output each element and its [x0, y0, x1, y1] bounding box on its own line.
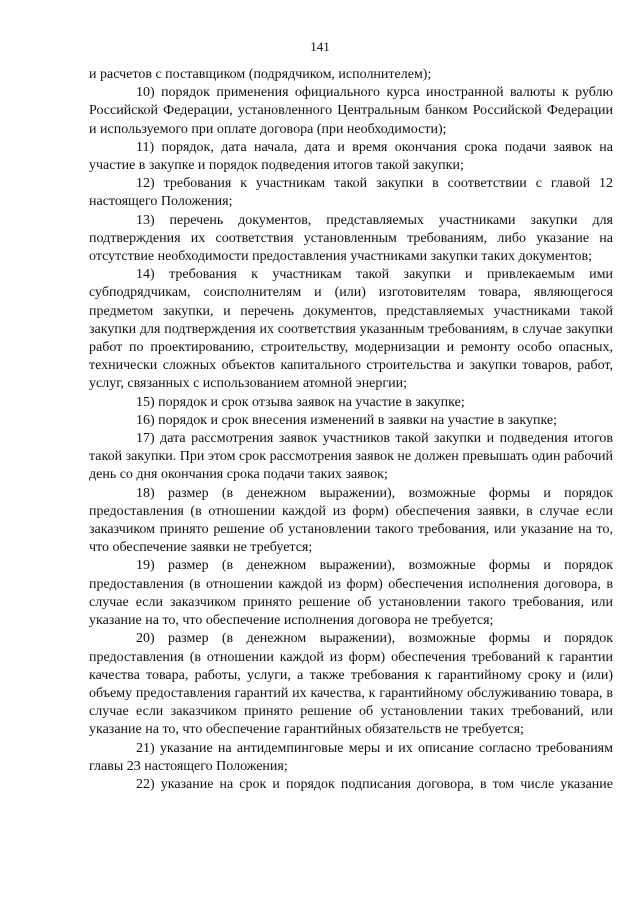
paragraph-item-20: 20) размер (в денежном выражении), возможные формы и порядок предоставления (в отношении каждой из форм) обеспечения требований к гарантии качества товара, работы, услуги, а также требования к гарантийному сроку и (или) объему предоставления гарантий их качества, к гарантийному обслуживанию товара, в случае если заказчиком принято решение об установлении таких требований, или указание на то, что обеспечение гарантийных обязательств не требуется; — [89, 631, 613, 738]
paragraph-item-17: 17) дата рассмотрения заявок участников такой закупки и подведения итогов такой закупки. При этом срок рассмотрения заявок не должен превышать один рабочий день со дня окончания срока подачи таких заявок; — [89, 431, 613, 483]
paragraph-item-11: 11) порядок, дата начала, дата и время окончания срока подачи заявок на участие в закупке и порядок подведения итогов такой закупки; — [89, 139, 613, 174]
paragraph-item-19: 19) размер (в денежном выражении), возможные формы и порядок предоставления (в отношении каждой из форм) обеспечения исполнения договора, в случае если заказчиком принято решение об установлении такого требования, или указание на то, что обеспечение исполнения договора не требуется; — [89, 558, 613, 629]
paragraph-item-21: 21) указание на антидемпинговые меры и их описание согласно требованиям главы 23 настоящего Положения; — [89, 740, 613, 774]
paragraph-item-22: 22) указание на срок и порядок подписания договора, в том числе указание — [136, 776, 613, 792]
paragraph-item-10: 10) порядок применения официального курса иностранной валюты к рублю Российской Федерации, установленного Центральным банком Российской Федерации и используемого при оплате договора (при необходимости); — [89, 85, 613, 137]
paragraph-item-16: 16) порядок и срок внесения изменений в заявки на участие в закупке; — [136, 412, 557, 428]
document-body — [89, 66, 613, 794]
paragraph-item-15: 15) порядок и срок отзыва заявок на участие в закупке; — [136, 394, 465, 410]
paragraph-item-14: 14) требования к участникам такой закупки и привлекаемым ими субподрядчикам, соисполнителям и (или) изготовителям товара, являющегося предметом закупки, и перечень документов, представляемых участниками такой закупки для подтверждения их соответствия указанным требованиям, в случае закупки работ по проектированию, строительству, модернизации и ремонту особо опасных, технически сложных объектов капитального строительства и закупки товаров, работ, услуг, связанных с использованием атомной энергии; — [89, 267, 613, 392]
paragraph-item-18: 18) размер (в денежном выражении), возможные формы и порядок предоставления (в отношении каждой из форм) обеспечения заявки, в случае если заказчиком принято решение об установлении такого требования, или указание на то, что обеспечение заявки не требуется; — [89, 485, 613, 556]
paragraph-item-12: 12) требования к участникам такой закупки в соответствии с главой 12 настоящего Положения; — [89, 176, 613, 210]
paragraph-item-13: 13) перечень документов, представляемых участниками закупки для подтверждения их соответствия установленным требованиям, либо указание на отсутствие необходимости предоставления участниками закупки таких документов; — [89, 212, 613, 265]
paragraph-continuation: и расчетов с поставщиком (подрядчиком, исполнителем); — [89, 67, 432, 82]
page-number: 141 — [310, 39, 330, 54]
